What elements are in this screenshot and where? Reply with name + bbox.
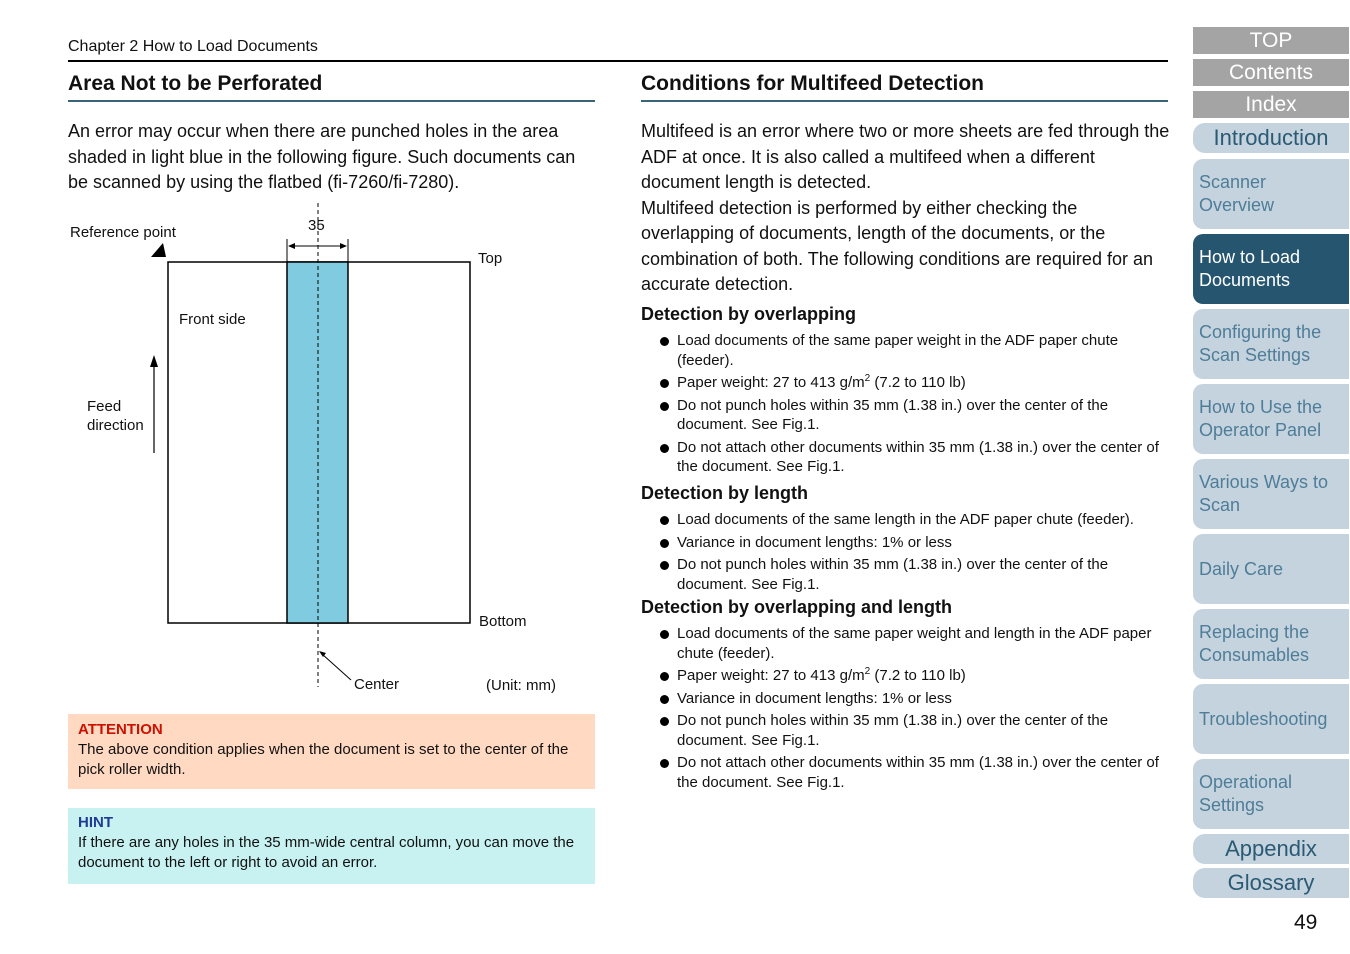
- center-leader-line: [322, 654, 351, 680]
- nav-item-label: Daily Care: [1199, 558, 1284, 579]
- nav-item-label: How to Load Documents: [1199, 247, 1301, 290]
- subheading-overlapping: Detection by overlapping: [641, 304, 857, 324]
- header-divider: [68, 60, 1168, 62]
- list-item: Load documents of the same paper weight in the ADF paper chute (feeder).: [658, 331, 1170, 370]
- heading-underline: [68, 100, 595, 102]
- list-item: Variance in document lengths: 1% or less: [658, 689, 1170, 709]
- front-side-label: Front side: [179, 311, 246, 328]
- feed-direction-label-1: Feed: [87, 398, 122, 415]
- dimension-arrow-left: [288, 243, 295, 249]
- nav-item-operator-panel[interactable]: [1193, 384, 1349, 454]
- list-item: Do not punch holes within 35 mm (1.38 in.) over the center of the document. See Fig.1.: [658, 396, 1170, 435]
- feed-arrow-head: [150, 355, 158, 367]
- nav-item-replacing-consumables[interactable]: [1193, 609, 1349, 679]
- center-label: Center: [354, 676, 400, 693]
- nav-index-button[interactable]: Index: [1193, 91, 1349, 118]
- nav-item-troubleshooting[interactable]: [1193, 684, 1349, 754]
- top-label: Top: [478, 250, 503, 267]
- section-heading-multifeed: Conditions for Multifeed Detection: [641, 72, 984, 95]
- multifeed-intro: [641, 119, 1171, 298]
- nav-item-label: Operational Settings: [1199, 772, 1293, 815]
- nav-item-ways-to-scan[interactable]: [1193, 459, 1349, 529]
- nav-item-scanner-overview[interactable]: [1193, 159, 1349, 229]
- attention-box: [68, 714, 595, 789]
- nav-top-button[interactable]: TOP: [1193, 27, 1349, 54]
- list-item: Paper weight: 27 to 413 $g/m^2$ (7.2 to 110 lb): [658, 373, 1170, 393]
- nav-item-label: Troubleshooting: [1199, 708, 1328, 729]
- nav-introduction[interactable]: Introduction: [1193, 123, 1349, 153]
- nav-contents-button[interactable]: Contents: [1193, 59, 1349, 86]
- nav-glossary[interactable]: Glossary: [1193, 868, 1349, 898]
- list-item: Load documents of the same paper weight and length in the ADF paper chute (feeder).: [658, 624, 1170, 663]
- nav-item-how-to-load-documents[interactable]: [1193, 234, 1349, 304]
- nav-appendix[interactable]: Appendix: [1193, 834, 1349, 864]
- multifeed-para-2: Multifeed detection is performed by either checking the overlapping of documents, length of the documents, or the combination of both. The following conditions are required for an accurate detection.: [641, 197, 1153, 294]
- subheading-overlapping-and-length: Detection by overlapping and length: [641, 597, 953, 617]
- reference-point-marker: [151, 243, 166, 257]
- nav-item-label: Configuring the Scan Settings: [1199, 322, 1322, 365]
- hint-title: HINT: [78, 814, 113, 831]
- list-item: Do not attach other documents within 35 mm (1.38 in.) over the center of the document. See Fig.1.: [658, 753, 1170, 792]
- page-number: 49: [1294, 911, 1318, 934]
- nav-item-label: Replacing the Consumables: [1199, 622, 1310, 665]
- attention-text: The above condition applies when the document is set to the center of the pick roller width.: [78, 741, 569, 778]
- list-item: Do not attach other documents within 35 mm (1.38 in.) over the center of the document. See Fig.1.: [658, 438, 1170, 477]
- subheading-length: Detection by length: [641, 483, 809, 503]
- dimension-arrow-right: [340, 243, 347, 249]
- list-item: Load documents of the same length in the ADF paper chute (feeder).: [658, 510, 1170, 530]
- feed-direction-label-2: direction: [87, 417, 144, 434]
- multifeed-para-1: Multifeed is an error where two or more sheets are fed through the ADF at once. It is also called a multifeed when a different document length is detected.: [641, 121, 1170, 192]
- unit-label: (Unit: mm): [486, 677, 556, 694]
- hint-text: If there are any holes in the 35 mm-wide central column, you can move the document to the left or right to avoid an error.: [78, 834, 575, 871]
- overlapping-and-length-list: [658, 624, 1170, 795]
- chapter-title: Chapter 2 How to Load Documents: [68, 38, 318, 55]
- length-list: [658, 510, 1170, 597]
- bottom-label: Bottom: [479, 613, 527, 630]
- list-item: Do not punch holes within 35 mm (1.38 in.) over the center of the document. See Fig.1.: [658, 711, 1170, 750]
- nav-item-label: Various Ways to Scan: [1199, 472, 1329, 515]
- dimension-label: 35: [308, 217, 325, 234]
- hint-box: [68, 808, 595, 884]
- nav-item-configuring-scan-settings[interactable]: [1193, 309, 1349, 379]
- attention-title: ATTENTION: [78, 721, 163, 738]
- perforation-intro: An error may occur when there are punched holes in the area shaded in light blue in the following figure. Such documents can be scanned by using the flatbed (fi-7260/fi-7280).: [68, 121, 576, 192]
- list-item: Do not punch holes within 35 mm (1.38 in.) over the center of the document. See Fig.1.: [658, 555, 1170, 594]
- nav-item-daily-care[interactable]: [1193, 534, 1349, 604]
- nav-item-operational-settings[interactable]: [1193, 759, 1349, 829]
- heading-underline: [641, 100, 1168, 102]
- list-item: Variance in document lengths: 1% or less: [658, 533, 1170, 553]
- section-heading-perforation: Area Not to be Perforated: [68, 72, 323, 95]
- list-item: Paper weight: 27 to 413 $g/m^2$ (7.2 to 110 lb): [658, 666, 1170, 686]
- overlapping-list: [658, 331, 1170, 480]
- perforation-figure: [60, 195, 580, 695]
- nav-item-label: How to Use the Operator Panel: [1199, 397, 1323, 440]
- nav-item-label: Scanner Overview: [1199, 172, 1275, 215]
- reference-point-label: Reference point: [70, 224, 176, 241]
